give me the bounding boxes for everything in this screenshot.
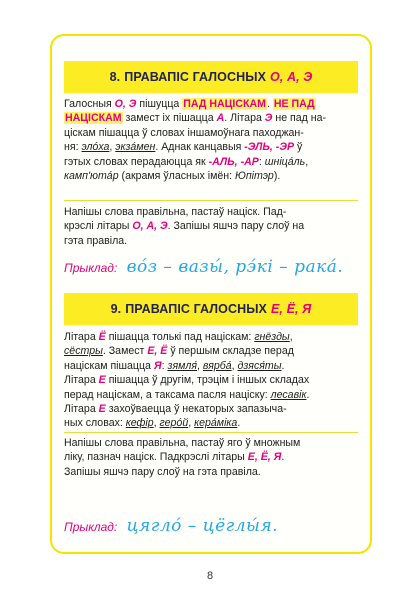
text-run: не пад на-: [272, 112, 327, 125]
letter-run: Е, Ё, Я: [247, 451, 282, 464]
text-line: [64, 402, 358, 416]
text-run: гэта правіла.: [64, 234, 128, 247]
text-run: . Аднак канцавыя: [155, 141, 245, 154]
example-word: сёстры: [64, 345, 103, 358]
example-word: зямля́: [167, 359, 198, 372]
text-run: . Запішы яшчэ пару слоў на: [167, 220, 305, 233]
text-line: [64, 234, 358, 248]
text-line: [64, 436, 358, 450]
example-word: экзáмен: [115, 141, 156, 154]
section-8-number: 8.: [109, 70, 121, 84]
section-9-number: 9.: [110, 302, 122, 316]
section-9-task: [64, 436, 358, 479]
section-8-banner: [64, 61, 358, 93]
highlight-run: НЕ ПАД: [273, 98, 315, 110]
text-run: Літара: [64, 331, 99, 343]
text-run: націскам пішацца: [64, 359, 154, 372]
example-word: герóй: [159, 417, 189, 430]
section-8-task-text: [64, 205, 358, 248]
text-run: . Замест: [102, 345, 148, 358]
example-word: кера́міка: [194, 417, 238, 430]
letter-run: О, А, Э: [132, 220, 168, 233]
section-9-banner: [64, 293, 358, 325]
section-9-divider: [64, 432, 358, 433]
text-run: замест іх пішацца: [122, 112, 217, 125]
text-run: ,: [197, 359, 203, 372]
section-9-rule-text: [64, 330, 358, 431]
text-run: ,: [305, 155, 309, 168]
example-word: элóха: [81, 141, 110, 154]
text-line: [64, 205, 358, 219]
example-word: лесавік: [270, 388, 307, 401]
text-line: [64, 359, 358, 373]
text-run: .: [306, 388, 310, 401]
section-8-divider: [64, 200, 358, 201]
text-line: [64, 450, 358, 464]
example-word: Юпітэр: [234, 170, 274, 183]
text-run: пішацца ў другім, трэцім і іншых складах: [105, 374, 310, 387]
text-run: ня:: [64, 141, 82, 154]
text-run: перад націскам, а таксама пасля націску:: [64, 388, 271, 401]
text-line: [64, 111, 358, 125]
letter-run: Е, Ё: [147, 345, 168, 358]
section-9-example-text: цягло́ – цёглы́я.: [126, 516, 279, 536]
text-line: [64, 373, 358, 387]
text-run: ў першым складзе перад: [167, 345, 294, 358]
text-run: . Літара: [224, 112, 265, 125]
text-line: [64, 344, 358, 358]
text-run: гэтых словах перадаюцца як: [64, 155, 209, 168]
text-run: ліку, пазнач націск. Падкрэслі літары: [64, 451, 248, 464]
text-run: ,: [153, 417, 160, 430]
example-word: шніцáль: [264, 155, 306, 168]
text-run: ).: [273, 170, 281, 183]
section-8-example: [64, 257, 358, 277]
example-word: кефір: [125, 417, 154, 430]
highlight-run: НАЦІСКАМ: [65, 112, 122, 125]
text-run: ных словах:: [64, 417, 126, 430]
text-line: [64, 330, 358, 344]
text-line: [64, 140, 358, 154]
example-word: камп'ютáр: [64, 170, 119, 183]
section-9-task-text: [64, 436, 358, 479]
text-run: .: [281, 451, 285, 464]
text-run: :: [258, 155, 265, 168]
text-line: [64, 219, 358, 233]
text-run: :: [161, 359, 168, 372]
text-run: Напішы слова правільна, пастаў націск. Пад-: [64, 206, 287, 218]
text-run: ,: [109, 141, 116, 154]
letter-run: А: [216, 112, 225, 125]
text-line: [64, 126, 358, 140]
highlight-run: ПАД НАЦІСКАМ: [183, 98, 266, 110]
section-9-example: [64, 516, 358, 536]
letter-run: Е: [98, 374, 106, 387]
example-word: гнёзды: [254, 331, 290, 343]
section-8-task: [64, 205, 358, 248]
text-run: Запішы яшчэ пару слоў на гэта правіла.: [64, 465, 261, 478]
text-run: пішацца толькі пад націскам:: [105, 331, 255, 343]
text-run: (акрамя ўласных імён:: [118, 170, 235, 183]
section-9-example-label: Прыклад:: [64, 520, 118, 534]
section-8-rule: [64, 97, 358, 183]
text-run: .: [266, 98, 273, 110]
text-run: ,: [289, 331, 293, 343]
letter-run: Е: [98, 403, 106, 416]
text-line: [64, 465, 358, 479]
section-8-example-label: Прыклад:: [64, 261, 118, 275]
text-run: ,: [231, 359, 238, 372]
text-run: крэслі літары: [64, 220, 133, 233]
text-run: ў: [294, 141, 303, 154]
example-word: дзяся́ты: [237, 359, 282, 372]
text-line: [64, 155, 358, 169]
letter-run: Э: [264, 112, 273, 125]
section-9-rule: [64, 330, 358, 431]
text-run: Літара: [64, 374, 99, 387]
text-run: Галосныя: [64, 98, 115, 110]
letter-run: Ё: [98, 331, 106, 343]
text-run: Напішы слова правільна, пастаў яго ў множным: [64, 437, 301, 449]
text-line: [64, 416, 358, 430]
text-line: [64, 388, 358, 402]
section-8-rule-text: [64, 97, 358, 183]
text-run: .: [281, 359, 285, 372]
letter-run: -АЛЬ, -АР: [208, 155, 259, 168]
text-line: [64, 169, 358, 183]
section-8-example-text: вóз – вазы́, рэ́кі – рака́.: [126, 257, 344, 277]
text-run: .: [237, 417, 241, 430]
text-run: ,: [188, 417, 195, 430]
letter-run: Я: [153, 359, 162, 372]
section-9-title: ПРАВАПІС ГАЛОСНЫХ: [125, 302, 267, 316]
text-line: [64, 97, 358, 111]
text-run: Літара: [64, 403, 99, 416]
section-9-letters: Е, Ё, Я: [271, 302, 312, 316]
text-run: захоўваецца ў некаторых запазыча-: [105, 403, 287, 416]
letter-run: О, Э: [114, 98, 137, 110]
page-number: 8: [206, 570, 214, 582]
example-word: вярба́: [202, 359, 232, 372]
letter-run: -ЭЛЬ, -ЭР: [244, 141, 295, 154]
text-run: ціскам пішацца ў словах іншамоўнага паходжан-: [64, 126, 304, 139]
section-8-letters: О, А, Э: [270, 70, 313, 84]
section-8-title: ПРАВАПІС ГАЛОСНЫХ: [124, 70, 267, 84]
text-run: пішуцца: [136, 98, 183, 110]
